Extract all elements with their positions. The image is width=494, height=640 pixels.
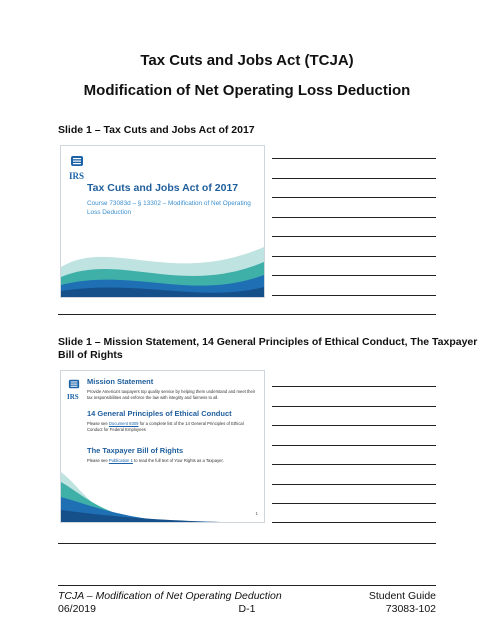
ethical-conduct-text-post: for a complete list of the 14 General Principles of Ethical Conduct for Federal Employees	[87, 421, 244, 432]
irs-logo	[69, 154, 85, 181]
decorative-waves	[61, 452, 264, 522]
footer-page-number: D-1	[238, 603, 256, 615]
notes-line	[272, 503, 436, 504]
notes-line	[272, 158, 436, 159]
notes-line	[272, 445, 436, 446]
slide-2-thumbnail	[60, 370, 265, 523]
notes-line	[272, 256, 436, 257]
irs-logo-text: IRS	[69, 171, 85, 181]
eagle-icon	[67, 378, 81, 390]
document-subtitle: Modification of Net Operating Loss Deduction	[83, 82, 411, 99]
decorative-waves	[61, 227, 264, 297]
bill-of-rights-text-post: to read the full text of Your Rights as a Taxpayer.	[132, 458, 224, 463]
notes-line	[272, 522, 436, 523]
document-9309-link[interactable]: Document 9309	[108, 421, 139, 426]
slide-1-title: Tax Cuts and Jobs Act of 2017	[87, 182, 239, 194]
notes-line	[272, 178, 436, 179]
notes-line	[272, 197, 436, 198]
notes-line	[272, 484, 436, 485]
bill-of-rights-text-pre: Please see	[87, 458, 109, 463]
notes-line	[272, 464, 436, 465]
slide-1-heading: Slide 1 – Tax Cuts and Jobs Act of 2017	[58, 124, 255, 136]
footer-guide-label: Student Guide	[368, 590, 436, 602]
notes-line	[272, 295, 436, 296]
slide-page-number: 1	[255, 511, 258, 516]
slide-1-subtitle: Course 73083d – § 13302 – Modification of Net Operating Loss Deduction	[87, 200, 251, 216]
irs-logo-text: IRS	[67, 393, 79, 401]
eagle-icon	[69, 154, 85, 168]
mission-statement-title: Mission Statement	[87, 377, 154, 386]
document-title: Tax Cuts and Jobs Act (TCJA)	[140, 52, 354, 69]
slide-1-thumbnail	[60, 145, 265, 298]
ethical-conduct-text	[87, 421, 259, 433]
taxpayer-bill-of-rights-title: The Taxpayer Bill of Rights	[87, 446, 184, 455]
notes-line	[272, 406, 436, 407]
notes-line	[272, 425, 436, 426]
notes-line	[272, 386, 436, 387]
ethical-conduct-text-pre: Please see	[87, 421, 109, 426]
slide-2-heading: Slide 1 – Mission Statement, 14 General Principles of Ethical Conduct, The Taxpayer Bill of Rights	[58, 336, 478, 361]
footer-course-number: 73083-102	[385, 603, 436, 615]
mission-statement-text: Provide America's taxpayers top quality service by helping them understand and meet their tax responsibilities and enforce the law with integrity and fairness to all.	[87, 389, 256, 400]
footer-date: 06/2019	[58, 603, 96, 615]
ethical-conduct-title: 14 General Principles of Ethical Conduct	[87, 409, 232, 418]
publication-1-link[interactable]: Publication 1	[108, 458, 133, 463]
notes-line	[272, 236, 436, 237]
footer-divider	[58, 585, 436, 586]
footer-course-title: TCJA – Modification of Net Operating Deduction	[58, 590, 282, 602]
section-divider	[58, 543, 436, 544]
section-divider	[58, 314, 436, 315]
notes-line	[272, 217, 436, 218]
notes-line	[272, 275, 436, 276]
irs-logo	[67, 377, 81, 401]
